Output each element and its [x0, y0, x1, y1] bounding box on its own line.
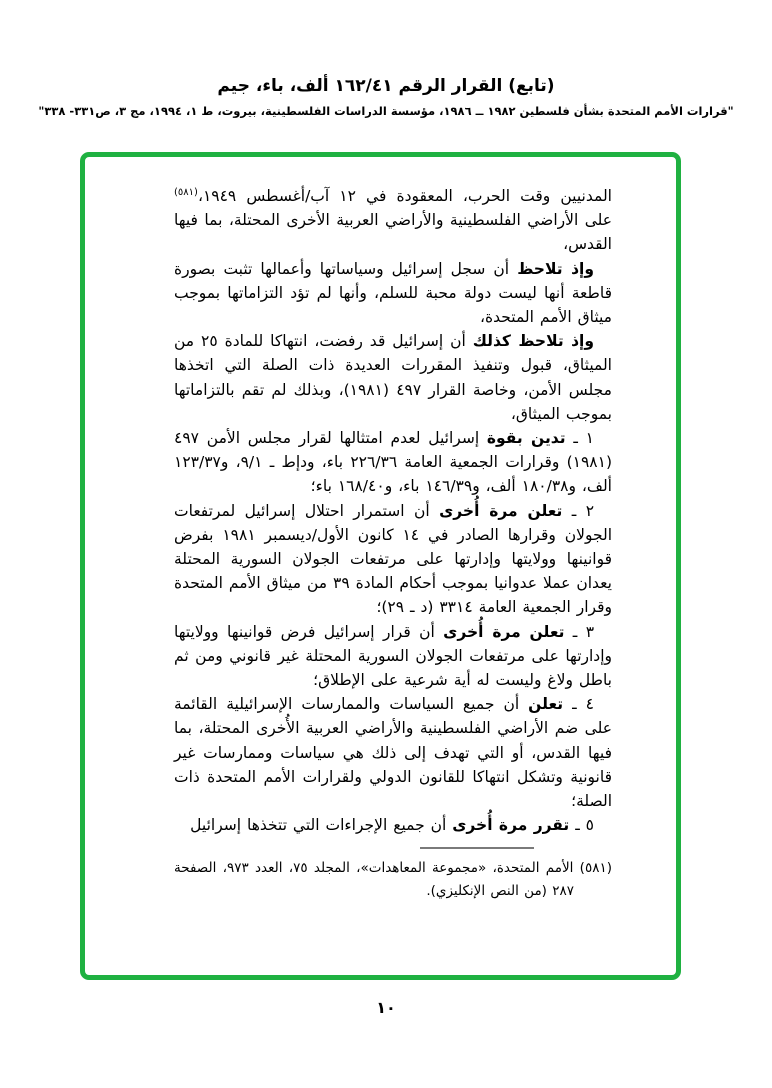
item-number: ٣ ـ — [564, 622, 595, 641]
paragraph-text: إسرائيل لعدم امتثالها لقرار مجلس الأمن ٤٩٧ (١٩٨١) وقرارات الجمعية العامة ٢٢٦/٣٦ باء، ودإط ـ ٩/١، و١٢٣/٣٧ ألف، و١٨٠/٣٨ ألف، و١٤٦/٣٩ باء، و١٦٨/٤٠ باء؛ — [174, 429, 612, 496]
body-text-column — [174, 184, 612, 902]
paragraph-lead-bold: تعلن — [528, 695, 564, 714]
paragraph-text: أن سجل إسرائيل وسياساتها وأعمالها تثبت بصورة قاطعة أنها ليست دولة محبة للسلم، وأنها لم تؤد التزاماتها بموجب ميثاق الأمم المتحدة، — [174, 259, 612, 327]
footnote-text: (٥٨١) الأمم المتحدة، «مجموعة المعاهدات»، المجلد ٧٥، العدد ٩٧٣، الصفحة ٢٨٧ (من النص الإنكليزي). — [174, 860, 612, 899]
item-number: ٢ ـ — [562, 501, 595, 520]
paragraph-text: أن قرار إسرائيل فرض قوانينها وولايتها وإدارتها على مرتفعات الجولان السورية المحتلة غير قانوني ومن ثم باطل ولاغ وليست له أية شرعية على الإطلاق؛ — [174, 622, 612, 690]
paragraph-preamble-2 — [174, 329, 612, 426]
resolution-title: (تابع) القرار الرقم ١٦٢/٤١ ألف، باء، جيم — [217, 76, 555, 96]
page-number: ١٠ — [376, 998, 396, 1017]
paragraph-item-3 — [174, 620, 612, 693]
paragraph-lead-bold: تعلن مرة أُخرى — [439, 501, 563, 520]
paragraph-preamble-1 — [174, 257, 612, 330]
paragraph-item-1 — [174, 426, 612, 499]
paragraph-continuation — [174, 184, 612, 257]
paragraph-text: أن استمرار احتلال إسرائيل لمرتفعات الجولان وقرارها الصادر في ١٤ كانون الأول/ديسمبر ١٩٨١ بفرض قوانينها وولايتها وإدارتها على مرتفعات الجولان السورية المحتلة يعدان عملا عدوانيا بموجب أحكام المادة ٣٩ من ميثاق الأمم المتحدة وقرار الجمعية العامة ٣٣١٤ (د ـ ٢٩)؛ — [174, 501, 613, 617]
paragraph-item-4 — [174, 692, 612, 813]
paragraph-item-5 — [174, 813, 612, 837]
paragraph-text: أن إسرائيل قد رفضت، انتهاكا للمادة ٢٥ من الميثاق، قبول وتنفيذ المقررات العديدة ذات الصلة التي اتخذها مجلس الأمن، وخاصة القرار ٤٩٧ (١٩٨١)، وبذلك لم تقم بالتزاماتها بموجب الميثاق، — [174, 332, 612, 423]
source-citation: "قرارات الأمم المتحدة بشأن فلسطين ١٩٨٢ ــ ١٩٨٦، مؤسسة الدراسات الفلسطينية، بيروت، ط ١، ١٩٩٤، مج ٣، ص٣٣١- ٣٣٨" — [38, 104, 734, 118]
paragraph-lead-bold: تقرر مرة أُخرى — [452, 816, 570, 835]
paragraph-lead-bold: تدين بقوة — [486, 429, 566, 448]
green-frame — [80, 152, 681, 980]
item-number: ١ ـ — [565, 429, 594, 448]
paragraph-text: المدنيين وقت الحرب، المعقودة في ١٢ آب/أغسطس ١٩٤٩، — [197, 187, 612, 205]
item-number: ٥ ـ — [569, 816, 594, 835]
paragraph-text: أن جميع الإجراءات التي تتخذها إسرائيل — [190, 816, 453, 835]
paragraph-lead-bold: وإذ تلاحظ — [517, 259, 594, 278]
paragraph-lead-bold: تعلن مرة أُخرى — [443, 622, 565, 641]
footnote-reference: (٥٨١) — [174, 186, 198, 198]
item-number: ٤ ـ — [563, 695, 594, 714]
page-header — [0, 76, 772, 118]
paragraph-item-2 — [174, 499, 612, 620]
paragraph-text: أن جميع السياسات والممارسات الإسرائيلية القائمة على ضم الأراضي الفلسطينية والأراضي العربية الأُخرى المحتلة، بما فيها القدس، أو التي تهدف إلى ذلك هي سياسات وممارسات غير قانونية وتشكل انتهاكا للقانون الدولي ولقرارات الأمم المتحدة ذات الصلة؛ — [174, 695, 612, 811]
paragraph-text: على الأراضي الفلسطينية والأراضي العربية الأخرى المحتلة، بما فيها القدس، — [174, 211, 612, 254]
footnote-separator — [420, 847, 534, 849]
paragraph-lead-bold: وإذ تلاحظ كذلك — [472, 332, 594, 351]
